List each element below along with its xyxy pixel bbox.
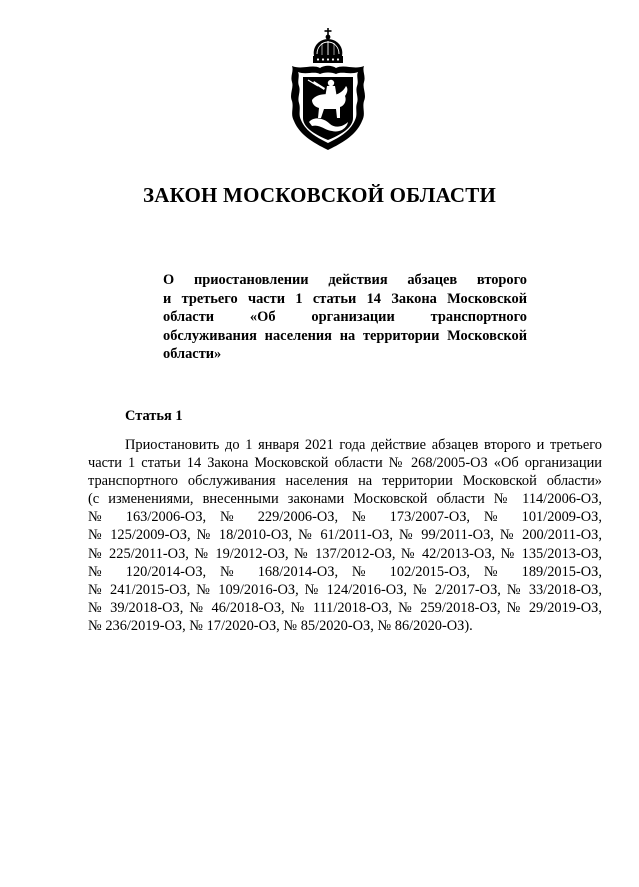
- subject-line: области»: [163, 346, 222, 363]
- body-line: № 125/2009-ОЗ, № 18/2010-ОЗ, № 61/2011-ОЗ, № 99/2011-ОЗ, № 200/2011-ОЗ,: [88, 527, 602, 544]
- subject-line: О приостановлении действия абзацев второго: [163, 272, 527, 288]
- body-line: Приостановить до 1 января 2021 года действие абзацев второго и третьего: [125, 437, 602, 453]
- body-line: (с изменениями, внесенными законами Московской области № 114/2006-ОЗ,: [88, 491, 602, 508]
- subject-line: обслуживания населения на территории Московской: [163, 327, 527, 344]
- subject-line: и третьего части 1 статьи 14 Закона Московской: [163, 290, 527, 307]
- subject-line: области «Об организации транспортного: [163, 309, 527, 326]
- article-heading: Статья 1: [125, 408, 183, 424]
- body-line: № 120/2014-ОЗ, № 168/2014-ОЗ, № 102/2015-ОЗ, № 189/2015-ОЗ,: [88, 563, 602, 580]
- crown-icon: [313, 28, 343, 63]
- law-subject: [163, 271, 527, 364]
- body-line: № 39/2018-ОЗ, № 46/2018-ОЗ, № 111/2018-ОЗ, № 259/2018-ОЗ, № 29/2019-ОЗ,: [88, 599, 602, 616]
- body-line: № 236/2019-ОЗ, № 17/2020-ОЗ, № 85/2020-ОЗ, № 86/2020-ОЗ).: [88, 617, 473, 634]
- body-line: № 225/2011-ОЗ, № 19/2012-ОЗ, № 137/2012-ОЗ, № 42/2013-ОЗ, № 135/2013-ОЗ,: [88, 545, 602, 562]
- body-line: части 1 статьи 14 Закона Московской области № 268/2005-ОЗ «Об организации: [88, 455, 602, 472]
- coat-of-arms-icon: [284, 26, 372, 154]
- body-line: № 163/2006-ОЗ, № 229/2006-ОЗ, № 173/2007-ОЗ, № 101/2009-ОЗ,: [88, 509, 602, 526]
- body-line: транспортного обслуживания населения на территории Московской области»: [88, 473, 602, 490]
- document-title: ЗАКОН МОСКОВСКОЙ ОБЛАСТИ: [142, 183, 497, 207]
- article-body: [88, 436, 602, 635]
- body-line: № 241/2015-ОЗ, № 109/2016-ОЗ, № 124/2016-ОЗ, № 2/2017-ОЗ, № 33/2018-ОЗ,: [88, 581, 602, 598]
